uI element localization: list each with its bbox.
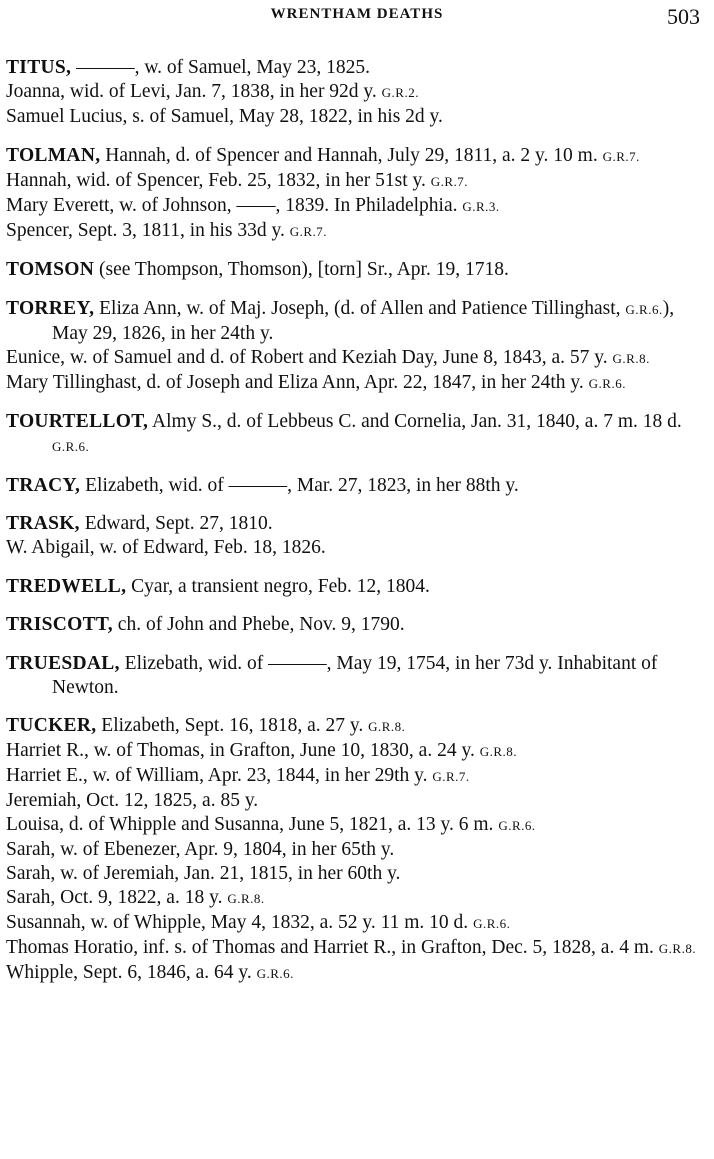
surname-entry-trask — [6, 512, 708, 560]
record-text: Eliza Ann, w. of Maj. Joseph, (d. of Allen and Patience Tillinghast, — [99, 297, 621, 319]
record — [6, 56, 708, 80]
running-title: WRENTHAM DEATHS — [270, 6, 444, 22]
record — [6, 813, 708, 838]
page-number: 503 — [667, 4, 700, 29]
record — [6, 219, 708, 244]
surname-entry-tucker — [6, 714, 708, 986]
record-text: Sarah, Oct. 9, 1822, a. 18 y. — [6, 887, 223, 908]
record — [6, 652, 708, 700]
record-text: Thomas Horatio, inf. s. of Thomas and Harriet R., in Grafton, Dec. 5, 1828, a. 4 m. — [6, 937, 654, 958]
record — [6, 144, 708, 169]
record — [6, 169, 708, 194]
record-text: Almy S., d. of Lebbeus C. and Cornelia, Jan. 31, 1840, a. 7 m. 18 d. — [152, 411, 682, 432]
record-text: Hannah, wid. of Spencer, Feb. 25, 1832, in her 51st y. — [6, 169, 426, 191]
surname: TORREY, — [6, 297, 95, 319]
surname-entry-truesdal — [6, 652, 708, 700]
surname: TRUESDAL, — [6, 652, 120, 674]
surname-entry-triscott — [6, 613, 708, 637]
record — [6, 838, 708, 862]
surname-entry-tredwell — [6, 575, 708, 599]
record — [6, 536, 708, 560]
surname: TRASK, — [6, 513, 80, 534]
record — [6, 105, 708, 129]
record — [6, 789, 708, 813]
record-text: Mary Tillinghast, d. of Joseph and Eliza Ann, Apr. 22, 1847, in her 24th y. — [6, 371, 584, 393]
record — [6, 739, 708, 764]
surname: TREDWELL, — [6, 575, 127, 597]
record — [6, 512, 708, 536]
record-text: Edward, Sept. 27, 1810. — [84, 513, 273, 534]
source-ref: G.R.2. — [381, 85, 419, 100]
surname-entry-torrey — [6, 297, 708, 396]
record-text: Elizabeth, Sept. 16, 1818, a. 27 y. — [101, 715, 364, 736]
record-text: Louisa, d. of Whipple and Susanna, June 5, 1821, a. 13 y. 6 m. — [6, 814, 494, 835]
record-text: Spencer, Sept. 3, 1811, in his 33d y. — [6, 219, 285, 241]
record-text: Cyar, a transient negro, Feb. 12, 1804. — [131, 575, 430, 597]
source-ref: G.R.6. — [52, 439, 90, 454]
record — [6, 714, 708, 739]
source-ref: G.R.7. — [289, 223, 328, 239]
record-text: Elizabeth, wid. of ———, Mar. 27, 1823, in her 88th y. — [85, 474, 519, 496]
surname-entry-titus — [6, 56, 708, 129]
record — [6, 886, 708, 911]
page-header — [0, 4, 714, 28]
record — [6, 346, 708, 371]
record-text: Sarah, w. of Jeremiah, Jan. 21, 1815, in her 60th y. — [6, 863, 401, 884]
source-ref: G.R.8. — [227, 891, 265, 906]
source-ref: G.R.8. — [479, 744, 518, 759]
surname-entry-tracy — [6, 474, 708, 498]
source-ref: G.R.6. — [588, 375, 626, 391]
source-ref: G.R.6. — [498, 818, 536, 833]
record-text: ———, w. of Samuel, May 23, 1825. — [76, 57, 371, 78]
record — [6, 911, 708, 936]
surname: TOMSON — [6, 259, 95, 280]
source-ref: G.R.8. — [612, 350, 650, 366]
record-text: Harriet R., w. of Thomas, in Grafton, June 10, 1830, a. 24 y. — [6, 740, 475, 761]
record — [6, 297, 708, 346]
surname: TOURTELLOT, — [6, 411, 149, 432]
record — [6, 371, 708, 396]
surname-entry-tomson — [6, 258, 708, 282]
record — [6, 862, 708, 886]
record-text: Harriet E., w. of William, Apr. 23, 1844, in her 29th y. — [6, 765, 428, 786]
record-text: Joanna, wid. of Levi, Jan. 7, 1838, in her 92d y. — [6, 81, 377, 102]
record-text: Sarah, w. of Ebenezer, Apr. 9, 1804, in her 65th y. — [6, 839, 395, 860]
record — [6, 575, 708, 599]
record-text: Elizebath, wid. of ———, May 19, 1754, in her 73d y. Inhabitant of Newton. — [52, 652, 658, 698]
surname-entry-tourtellot — [6, 410, 708, 459]
source-ref: G.R.6. — [473, 916, 511, 931]
record — [6, 613, 708, 637]
record-text: Susannah, w. of Whipple, May 4, 1832, a. 52 y. 11 m. 10 d. — [6, 912, 469, 933]
source-ref: G.R.8. — [368, 719, 406, 734]
record — [6, 410, 708, 459]
death-records-list — [6, 56, 708, 1001]
source-ref: G.R.7. — [430, 173, 469, 189]
record-text: Jeremiah, Oct. 12, 1825, a. 85 y. — [6, 790, 259, 811]
record — [6, 936, 708, 961]
record-text: Eunice, w. of Samuel and d. of Robert and Keziah Day, June 8, 1843, a. 57 y. — [6, 346, 608, 368]
surname: TOLMAN, — [6, 144, 101, 166]
source-ref: G.R.8. — [658, 941, 697, 956]
record-text: W. Abigail, w. of Edward, Feb. 18, 1826. — [6, 537, 326, 558]
record-text: ch. of John and Phebe, Nov. 9, 1790. — [117, 614, 405, 635]
surname-entry-tolman — [6, 144, 708, 244]
source-ref: G.R.3. — [462, 198, 500, 214]
surname: TITUS, — [6, 57, 72, 78]
source-ref: G.R.6. — [256, 966, 294, 981]
source-ref: G.R.7. — [602, 148, 640, 164]
record — [6, 80, 708, 105]
record — [6, 961, 708, 986]
record-text: (see Thompson, Thomson), [torn] Sr., Apr. 19, 1718. — [99, 259, 509, 280]
surname: TRISCOTT, — [6, 614, 113, 635]
surname: TRACY, — [6, 474, 81, 496]
source-ref: G.R.6. — [625, 301, 663, 317]
record — [6, 258, 708, 282]
record — [6, 194, 708, 219]
record-text: Hannah, d. of Spencer and Hannah, July 29, 1811, a. 2 y. 10 m. — [105, 144, 598, 166]
record-text-continued: ), May 29, 1826, in her 24th y. — [52, 297, 675, 344]
record-text: Mary Everett, w. of Johnson, ——, 1839. In Philadelphia. — [6, 194, 458, 216]
record — [6, 764, 708, 789]
surname: TUCKER, — [6, 715, 97, 736]
source-ref: G.R.7. — [432, 769, 470, 784]
record-text: Whipple, Sept. 6, 1846, a. 64 y. — [6, 962, 252, 983]
record-text: Samuel Lucius, s. of Samuel, May 28, 1822, in his 2d y. — [6, 106, 443, 127]
record — [6, 474, 708, 498]
